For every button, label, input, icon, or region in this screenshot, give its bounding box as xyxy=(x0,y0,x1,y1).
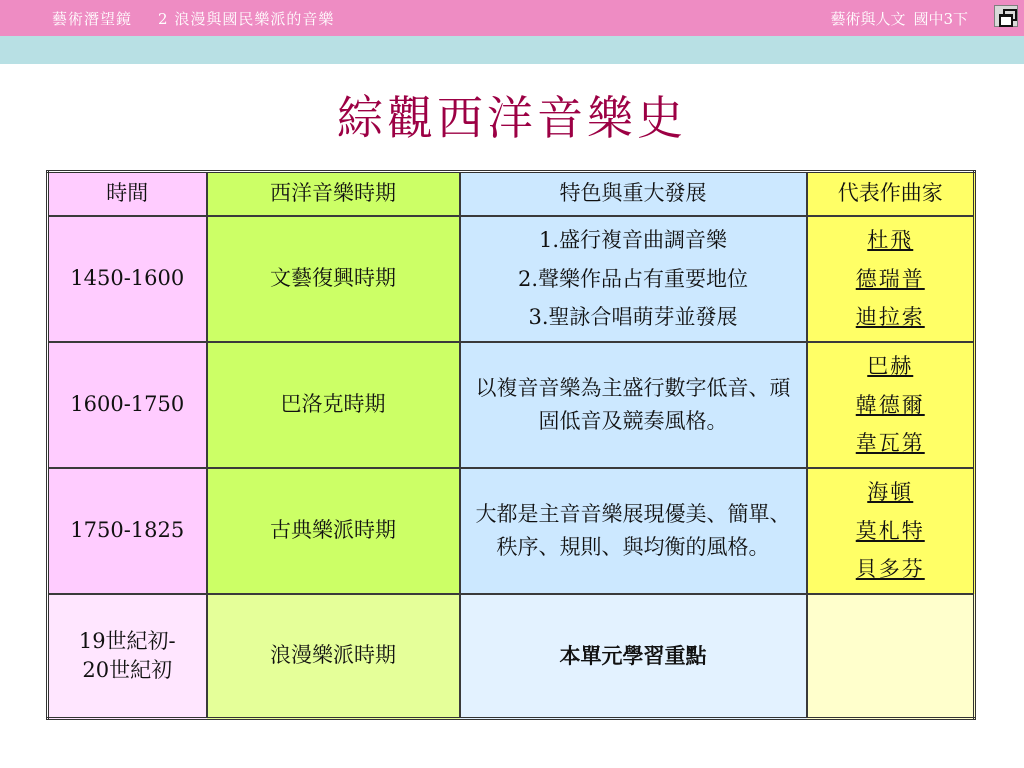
time-cell: 1450-1600 xyxy=(48,216,207,342)
table-row xyxy=(48,594,975,719)
page-title: 綜觀西洋音樂史 xyxy=(337,91,687,145)
features-cell xyxy=(460,468,807,594)
composer-link[interactable]: 德瑞普 xyxy=(855,266,925,291)
feature-text: 大都是主音音樂展現優美、簡單、秩序、規則、與均衡的風格。 xyxy=(475,502,791,559)
table-row xyxy=(48,468,975,594)
series-lesson-label xyxy=(52,8,334,29)
restore-window-icon[interactable] xyxy=(994,5,1018,27)
table-row xyxy=(48,342,975,468)
composer-link[interactable]: 貝多芬 xyxy=(855,557,925,582)
time-cell: 1750-1825 xyxy=(48,468,207,594)
feature-text: 以複音音樂為主盛行數字低音、頑固低音及競奏風格。 xyxy=(475,376,791,433)
composer-link[interactable]: 杜飛 xyxy=(867,227,914,252)
period-cell: 文藝復興時期 xyxy=(207,216,460,342)
features-cell xyxy=(460,216,807,342)
composer-list xyxy=(808,473,974,590)
period-cell: 巴洛克時期 xyxy=(207,342,460,468)
composer-list xyxy=(808,347,974,464)
time-cell: 1600-1750 xyxy=(48,342,207,468)
time-cell xyxy=(48,594,207,719)
table-row xyxy=(48,216,975,342)
composers-cell xyxy=(807,468,975,594)
header-subbar xyxy=(0,36,1024,64)
features-cell xyxy=(460,342,807,468)
composer-link[interactable]: 迪拉索 xyxy=(855,305,925,330)
features-cell xyxy=(460,594,807,719)
period-cell: 古典樂派時期 xyxy=(207,468,460,594)
composer-list xyxy=(808,221,974,338)
feature-item: 2.聲樂作品占有重要地位 xyxy=(517,266,749,291)
time-line: 19世紀初- xyxy=(78,628,176,653)
top-header-bar xyxy=(0,0,1024,36)
period-cell: 浪漫樂派時期 xyxy=(207,594,460,719)
header-period: 西洋音樂時期 xyxy=(207,172,460,217)
composer-link[interactable]: 韋瓦第 xyxy=(855,431,925,456)
composers-cell xyxy=(807,342,975,468)
table-header-row xyxy=(48,172,975,217)
header-features: 特色與重大發展 xyxy=(460,172,807,217)
composers-cell xyxy=(807,216,975,342)
feature-item: 1.盛行複音曲調音樂 xyxy=(538,227,728,252)
lesson-title: 2 浪漫與國民樂派的音樂 xyxy=(158,10,335,28)
time-line: 20世紀初 xyxy=(82,658,173,682)
course-label xyxy=(830,8,968,29)
feature-list xyxy=(461,221,806,338)
textbook-name: 藝術與人文 xyxy=(830,10,906,28)
composers-cell-empty xyxy=(807,594,975,719)
header-composers: 代表作曲家 xyxy=(807,172,975,217)
feature-item: 3.聖詠合唱萌芽並發展 xyxy=(528,305,738,330)
grade-label: 國中3下 xyxy=(913,10,968,28)
header-time: 時間 xyxy=(48,172,207,217)
window-front-shape xyxy=(999,14,1013,27)
composer-link[interactable]: 海頓 xyxy=(867,479,914,504)
composer-link[interactable]: 韓德爾 xyxy=(855,392,925,417)
composer-link[interactable]: 巴赫 xyxy=(867,353,914,378)
composer-link[interactable]: 莫札特 xyxy=(855,518,925,543)
learning-focus-text: 本單元學習重點 xyxy=(559,642,707,668)
series-title: 藝術潛望鏡 xyxy=(52,10,133,28)
music-history-table xyxy=(46,170,976,720)
